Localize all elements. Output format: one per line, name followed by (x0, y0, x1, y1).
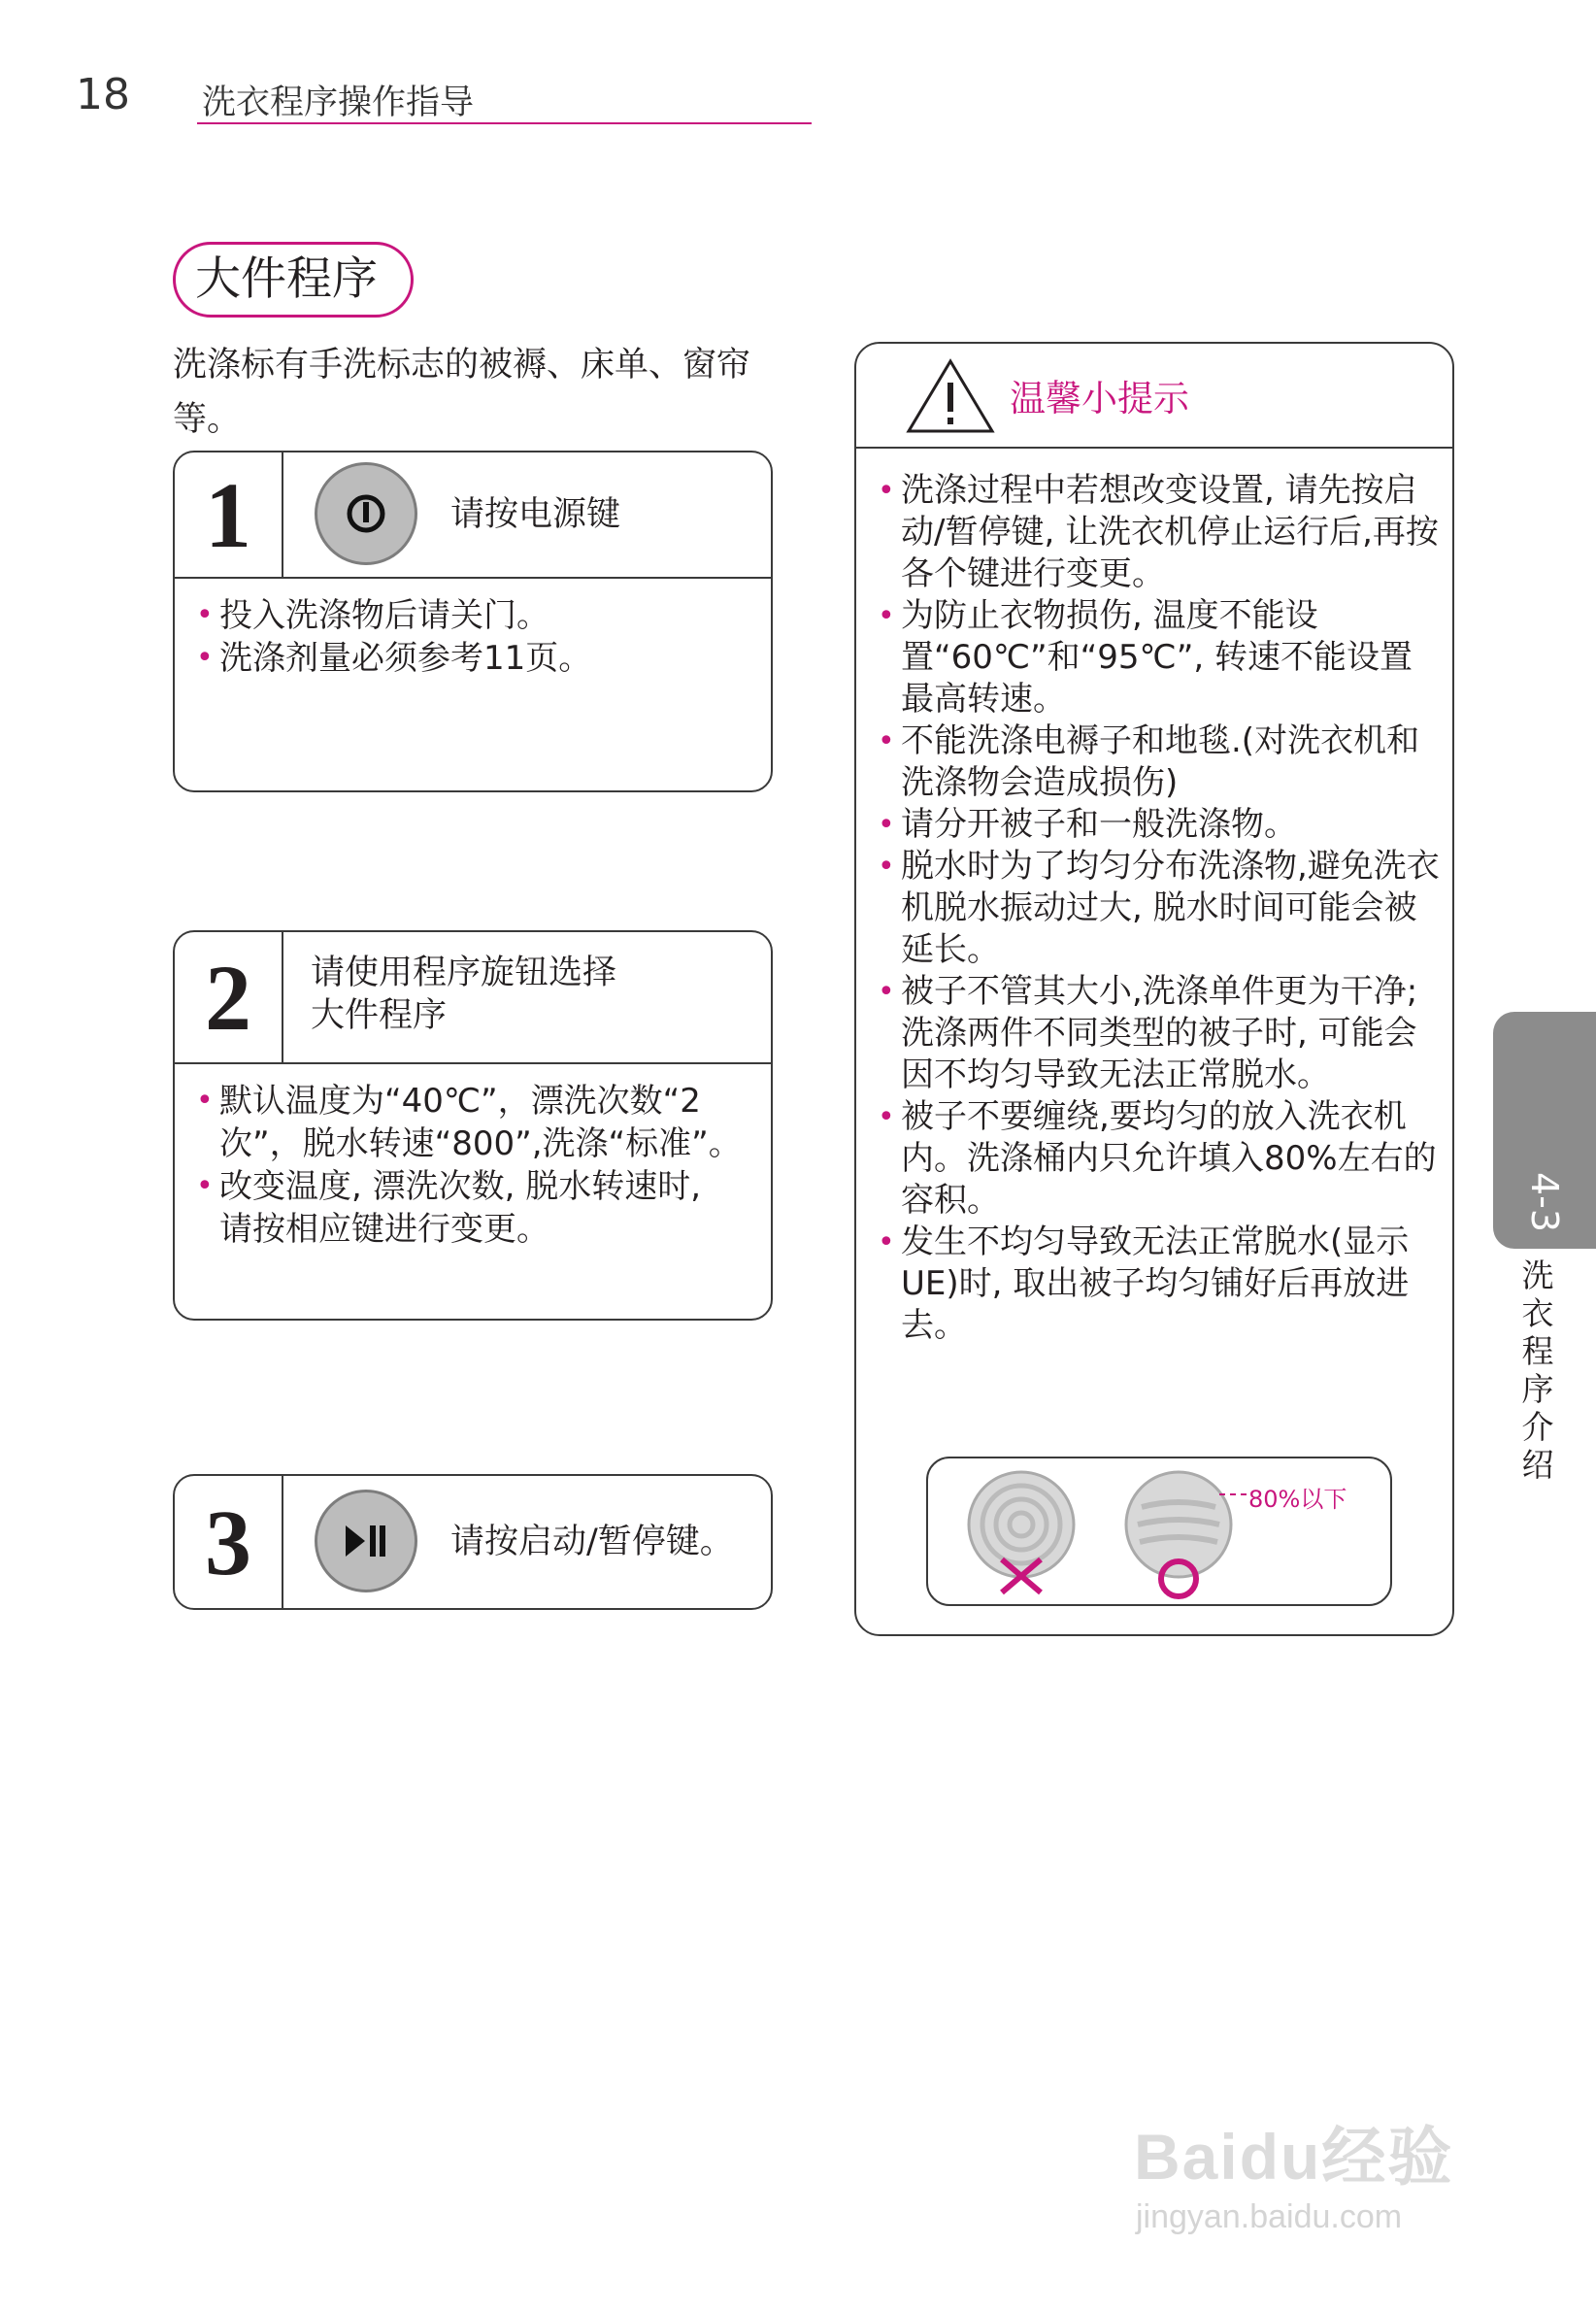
section-intro: 洗涤标有手洗标志的被褥、床单、窗帘等。 (173, 346, 751, 439)
section-title: 大件程序 (173, 242, 414, 318)
list-item: • 投入洗涤物后请关门。 (196, 594, 771, 637)
tangled-quilt-icon (963, 1468, 1083, 1596)
step-notes (175, 579, 771, 680)
list-item: • 为防止衣物损伤, 温度不能设置“60℃”和“95℃”, 转速不能设置最高转速。 (878, 595, 1441, 720)
tips-list (878, 470, 1441, 1347)
watermark-url: jingyan.baidu.com (1136, 2198, 1403, 2235)
step-3-header (175, 1476, 771, 1608)
list-item: • 改变温度, 漂洗次数, 脱水转速时, 请按相应键进行变更。 (196, 1165, 742, 1251)
fill-limit-label: 80%以下 (1248, 1486, 1347, 1513)
page-number: 18 (76, 70, 130, 119)
header-divider (197, 122, 812, 124)
step-2-box (173, 930, 773, 1321)
step-label: 请按启动/暂停键。 (450, 1523, 734, 1561)
step-1-header (175, 452, 771, 579)
step-1-box (173, 451, 773, 792)
drum-fill-illustration (926, 1457, 1392, 1606)
tips-header (856, 344, 1452, 449)
warning-triangle-icon (905, 357, 996, 435)
list-item: • 发生不均匀导致无法正常脱水(显示UE)时, 取出被子均匀铺好后再放进去。 (878, 1222, 1441, 1347)
step-label: 请按电源键 (450, 495, 621, 534)
list-item: • 洗涤剂量必须参考11页。 (196, 637, 771, 680)
step-notes (175, 1064, 771, 1251)
list-item: • 被子不管其大小,洗涤单件更为干净;洗涤两件不同类型的被子时, 可能会因不均匀导致无法正常脱水。 (878, 971, 1441, 1096)
chapter-code: 4-3 (1522, 1171, 1566, 1233)
step-2-header (175, 932, 771, 1064)
list-item: • 脱水时为了均匀分布洗涤物,避免洗衣机脱水振动过大, 脱水时间可能会被延长。 (878, 846, 1441, 971)
power-icon (345, 492, 387, 535)
step-3-box (173, 1474, 773, 1610)
start-pause-button-illustration (315, 1490, 417, 1592)
step-number: 1 (175, 452, 283, 577)
chapter-title: 洗衣程序介绍 (1521, 1257, 1554, 1484)
power-button-illustration (315, 462, 417, 565)
page-header-title: 洗衣程序操作指导 (202, 84, 475, 122)
step-number: 3 (175, 1476, 283, 1608)
list-item: • 洗涤过程中若想改变设置, 请先按启动/暂停键, 让洗衣机停止运行后,再按各个键进行变更。 (878, 470, 1441, 595)
play-pause-icon (342, 1522, 390, 1560)
list-item: • 被子不要缠绕,要均匀的放入洗衣机内。洗涤桶内只允许填入80%左右的容积。 (878, 1096, 1441, 1222)
list-item: • 默认温度为“40℃”，漂洗次数“2次”，脱水转速“800”,洗涤“标准”。 (196, 1080, 742, 1165)
step-number: 2 (175, 932, 283, 1062)
step-label: 请使用程序旋钮选择 大件程序 (311, 954, 617, 1035)
even-quilt-icon (1120, 1468, 1241, 1600)
fill-line (1219, 1493, 1247, 1495)
list-item: • 请分开被子和一般洗涤物。 (878, 804, 1441, 846)
list-item: • 不能洗涤电褥子和地毯.(对洗衣机和洗涤物会造成损伤) (878, 720, 1441, 804)
tips-title: 温馨小提示 (1010, 378, 1189, 419)
tips-box (854, 342, 1454, 1636)
watermark-logo: Baidu经验 (1134, 2121, 1454, 2193)
